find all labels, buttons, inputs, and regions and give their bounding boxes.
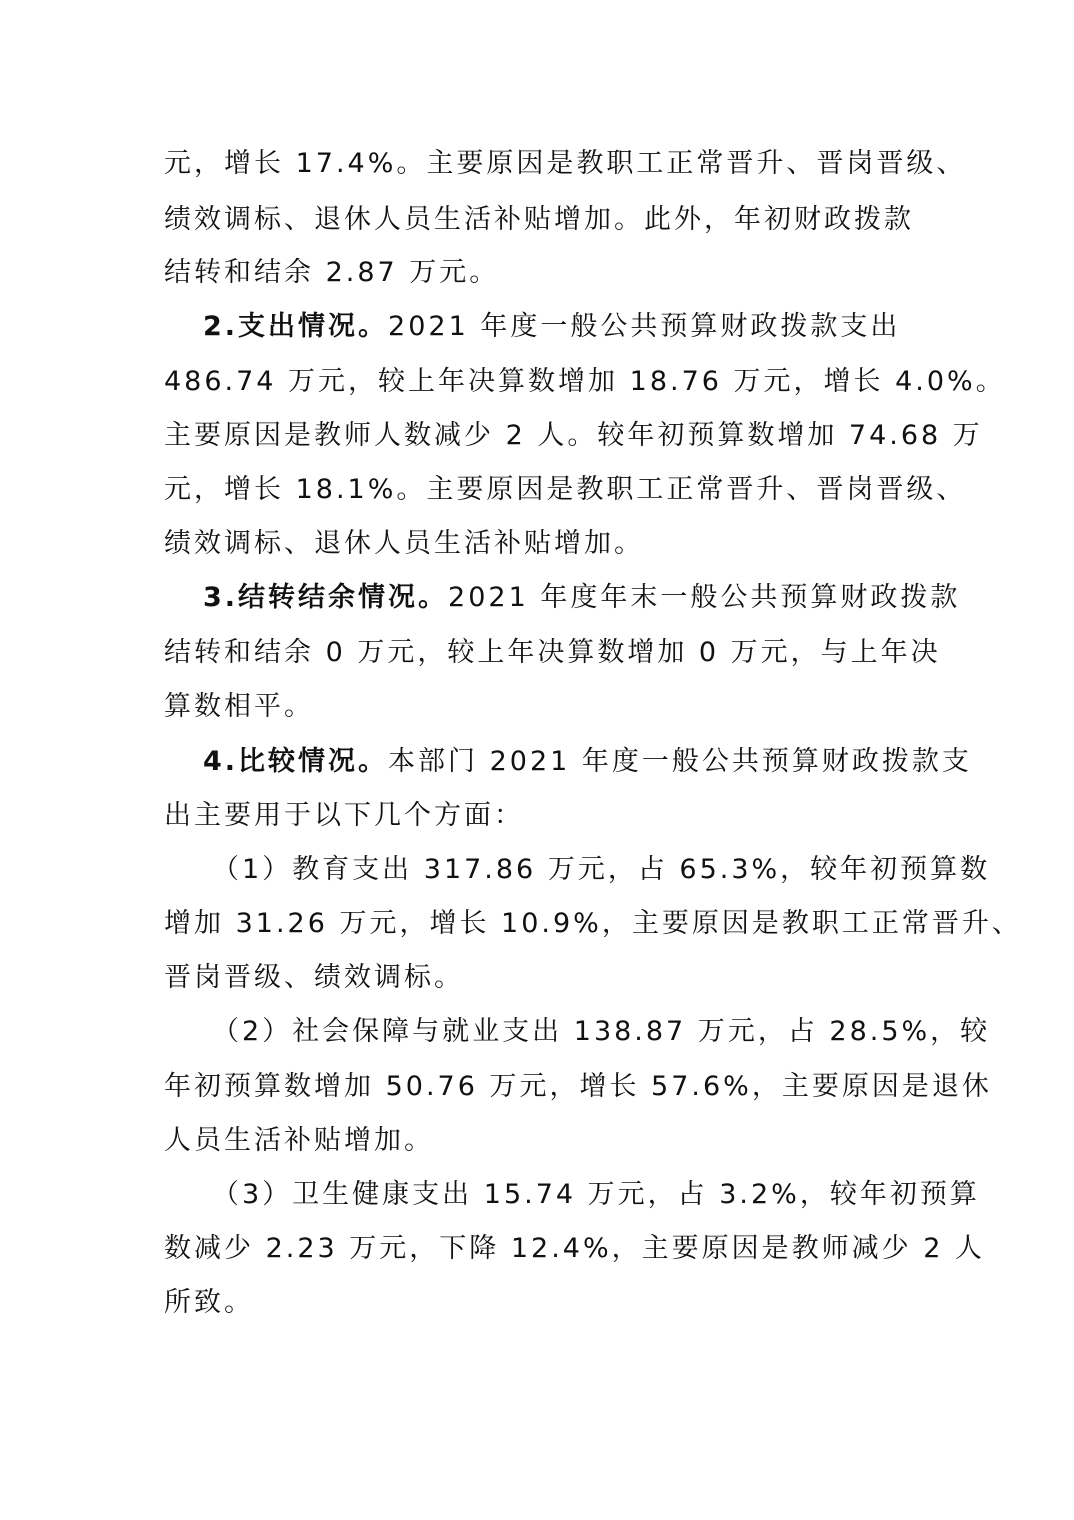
paragraph-1-line-1: 元，增长 17.4%。主要原因是教职工正常晋升、晋岗晋级、 <box>164 148 967 179</box>
section-heading-carryover: 3.结转结余情况。 <box>203 582 449 613</box>
item-1-line-3: 晋岗晋级、绩效调标。 <box>164 962 464 993</box>
paragraph-2-line-5: 绩效调标、退休人员生活补贴增加。 <box>164 528 644 559</box>
paragraph-2-line-3: 主要原因是教师人数减少 2 人。较年初预算数增加 74.68 万 <box>164 420 983 451</box>
item-1-line-2: 增加 31.26 万元，增长 10.9%，主要原因是教职工正常晋升、 <box>164 908 1022 939</box>
paragraph-2-line-2: 486.74 万元，较上年决算数增加 18.76 万元，增长 4.0%。 <box>164 366 1006 397</box>
item-3-line-2: 数减少 2.23 万元，下降 12.4%，主要原因是教师减少 2 人 <box>164 1233 985 1264</box>
paragraph-3-line-2: 结转和结余 0 万元，较上年决算数增加 0 万元，与上年决 <box>164 637 941 668</box>
paragraph-1-line-2: 绩效调标、退休人员生活补贴增加。此外，年初财政拨款 <box>164 204 914 235</box>
item-2-line-2: 年初预算数增加 50.76 万元，增长 57.6%，主要原因是退休 <box>164 1071 992 1102</box>
paragraph-4-text: 本部门 2021 年度一般公共预算财政拨款支 <box>388 746 972 777</box>
item-3-line-1: （3）卫生健康支出 15.74 万元，占 3.2%，较年初预算 <box>212 1179 980 1210</box>
paragraph-3-line-3: 算数相平。 <box>164 691 314 722</box>
section-heading-comparison: 4.比较情况。 <box>203 746 389 777</box>
section-heading-expenditure: 2.支出情况。 <box>203 311 389 342</box>
item-2-line-3: 人员生活补贴增加。 <box>164 1125 434 1156</box>
paragraph-1-line-3: 结转和结余 2.87 万元。 <box>164 257 500 288</box>
item-1-line-1: （1）教育支出 317.86 万元，占 65.3%，较年初预算数 <box>212 854 991 885</box>
paragraph-3-text: 2021 年度年末一般公共预算财政拨款 <box>448 582 961 613</box>
paragraph-3-line-1 <box>203 582 960 614</box>
paragraph-4-line-2: 出主要用于以下几个方面： <box>164 800 524 831</box>
item-3-line-3: 所致。 <box>164 1287 254 1318</box>
paragraph-2-line-4: 元，增长 18.1%。主要原因是教职工正常晋升、晋岗晋级、 <box>164 474 967 505</box>
item-2-line-1: （2）社会保障与就业支出 138.87 万元，占 28.5%，较 <box>212 1016 991 1047</box>
paragraph-2-text: 2021 年度一般公共预算财政拨款支出 <box>388 311 901 342</box>
paragraph-2-line-1 <box>203 311 900 343</box>
paragraph-4-line-1 <box>203 746 972 778</box>
